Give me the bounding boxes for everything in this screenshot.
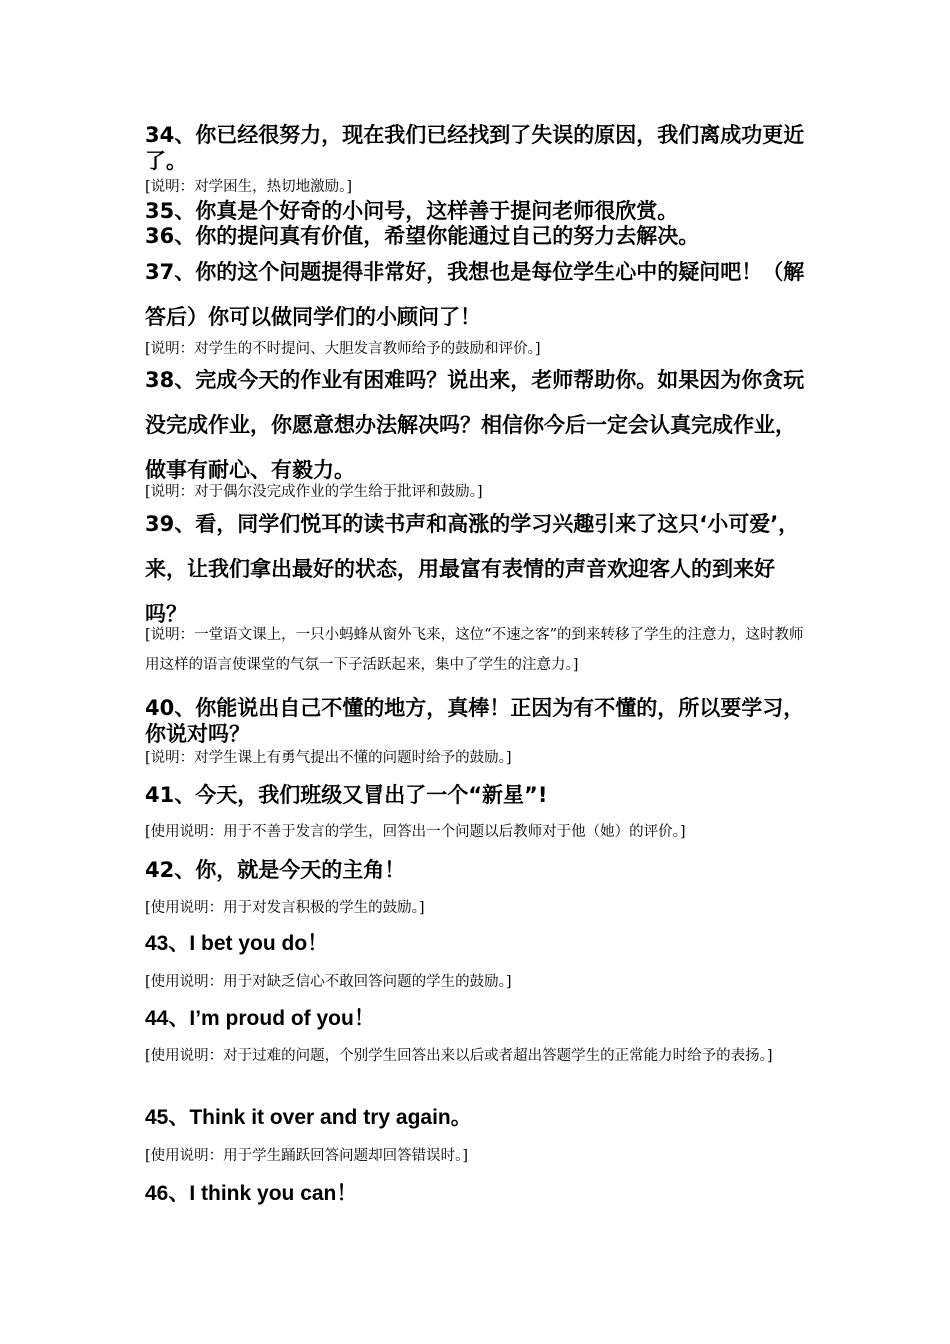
item-40-note: [说明：对学生课上有勇气提出不懂的问题时给予的鼓励。] [145, 750, 512, 766]
item-45-note: [使用说明：用于学生踊跃回答问题却回答错误时。] [145, 1148, 469, 1164]
item-42-text: 42、你，就是今天的主角！ [145, 858, 406, 882]
item-41-text: 41、今天，我们班级又冒出了一个“新星”! [145, 783, 548, 807]
item-44-note: [使用说明：对于过难的问题，个别学生回答出来以后或者超出答题学生的正常能力时给予的表扬。] [145, 1048, 773, 1064]
item-39-text: 39、看，同学们悦耳的读书声和高涨的学习兴趣引来了这只‘小可爱’，来，让我们拿出最好的状态，用最富有表情的声音欢迎客人的到来好吗？ [145, 512, 800, 626]
item-37-note: [说明：对学生的不时提问、大胆发言教师给予的鼓励和评价。] [145, 341, 541, 357]
item-40-text: 40、你能说出自己不懂的地方，真棒！正因为有不懂的，所以要学习，你说对吗？ [145, 696, 805, 746]
item-39-note: [说明：一堂语文课上，一只小蚂蜂从窗外飞来，这位“不速之客”的到来转移了学生的注意力，这时教师用这样的语言使课堂的气氛一下子活跃起来，集中了学生的注意力。] [145, 627, 804, 673]
item-46-text: 46、I think you can！ [145, 1182, 358, 1205]
item-43-text: 43、I bet you do！ [145, 932, 329, 955]
item-36-text: 36、你的提问真有价值，希望你能通过自己的努力去解决。 [145, 224, 700, 248]
item-43-note: [使用说明：用于对缺乏信心不敢回答问题的学生的鼓励。] [145, 974, 512, 990]
item-34-text: 34、你已经很努力，现在我们已经找到了失误的原因，我们离成功更近了。 [145, 123, 805, 173]
item-41-note: [使用说明：用于不善于发言的学生，回答出一个问题以后教师对于他（她）的评价。] [145, 824, 686, 840]
item-37-text: 37、你的这个问题提得非常好，我想也是每位学生心中的疑问吧！（解答后）你可以做同学们的小顾问了！ [145, 260, 805, 329]
item-38-note: [说明：对于偶尔没完成作业的学生给于批评和鼓励。] [145, 484, 483, 500]
item-42-note: [使用说明：用于对发言积极的学生的鼓励。] [145, 900, 425, 916]
item-34-note: [说明：对学困生，热切地激励。] [145, 179, 353, 195]
item-45-text: 45、Think it over and try again。 [145, 1106, 472, 1129]
item-38-text: 38、完成今天的作业有困难吗？说出来，老师帮助你。如果因为你贪玩没完成作业，你愿意想办法解决吗？相信你今后一定会认真完成作业，做事有耐心、有毅力。 [145, 368, 805, 482]
item-35-text: 35、你真是个好奇的小问号，这样善于提问老师很欣赏。 [145, 199, 679, 223]
item-44-text: 44、I’m proud of you！ [145, 1007, 375, 1030]
